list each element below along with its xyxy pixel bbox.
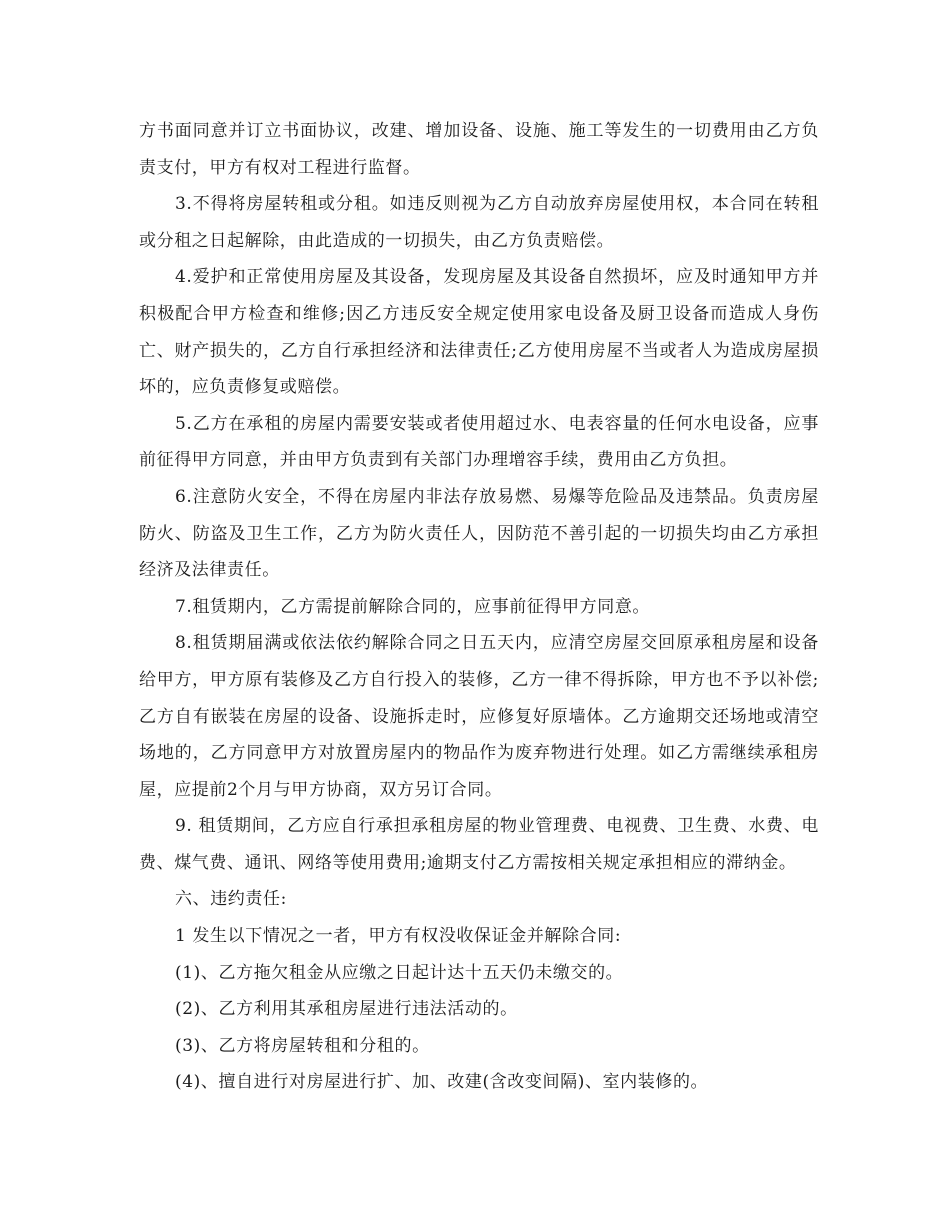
breach-item-4: (4)、擅自进行对房屋进行扩、加、改建(含改变间隔)、室内装修的。 <box>175 1072 709 1093</box>
paragraph-continuation: 方书面同意并订立书面协议，改建、增加设备、设施、施工等发生的一切费用由乙方负责支付，甲方有权对工程进行监督。 <box>139 121 819 178</box>
section-heading-breach: 六、违约责任: <box>175 889 287 910</box>
clause-9: 9. 租赁期间，乙方应自行承担承租房屋的物业管理费、电视费、卫生费、水费、电费、煤气费、通讯、网络等使用费用;逾期支付乙方需按相关规定承担相应的滞纳金。 <box>139 816 819 873</box>
document-body <box>139 113 819 1101</box>
clause-5: 5.乙方在承租的房屋内需要安装或者使用超过水、电表容量的任何水电设备，应事前征得甲方同意，并由甲方负责到有关部门办理增容手续，费用由乙方负担。 <box>139 413 819 471</box>
clause-4: 4.爱护和正常使用房屋及其设备，发现房屋及其设备自然损坏，应及时通知甲方并积极配合甲方检查和维修;因乙方违反安全规定使用家电设备及厨卫设备而造成人身伤亡、财产损失的，乙方自行承担经济和法律责任;乙方使用房屋不当或者人为造成房屋损坏的，应负责修复或赔偿。 <box>139 267 819 398</box>
clause-6: 6.注意防火安全，不得在房屋内非法存放易燃、易爆等危险品及违禁品。负责房屋防火、防盗及卫生工作，乙方为防火责任人，因防范不善引起的一切损失均由乙方承担经济及法律责任。 <box>139 486 819 581</box>
clause-8: 8.租赁期届满或依法依约解除合同之日五天内，应清空房屋交回原承租房屋和设备给甲方，甲方原有装修及乙方自行投入的装修，乙方一律不得拆除，甲方也不予以补偿;乙方自有嵌装在房屋的设备、设施拆走时，应修复好原墙体。乙方逾期交还场地或清空场地的，乙方同意甲方对放置房屋内的物品作为废弃物进行处理。如乙方需继续承租房屋，应提前2个月与甲方协商，双方另订合同。 <box>139 633 819 800</box>
breach-clause-1: 1 发生以下情况之一者，甲方有权没收保证金并解除合同: <box>175 926 622 947</box>
clause-3: 3.不得将房屋转租或分租。如违反则视为乙方自动放弃房屋使用权，本合同在转租或分租之日起解除，由此造成的一切损失，由乙方负责赔偿。 <box>139 194 819 251</box>
clause-7: 7.租赁期内，乙方需提前解除合同的，应事前征得甲方同意。 <box>175 596 651 617</box>
breach-item-2: (2)、乙方利用其承租房屋进行违法活动的。 <box>175 999 518 1020</box>
breach-item-3: (3)、乙方将房屋转租和分租的。 <box>175 1035 430 1056</box>
breach-item-1: (1)、乙方拖欠租金从应缴之日起计达十五天仍未缴交的。 <box>175 962 624 983</box>
